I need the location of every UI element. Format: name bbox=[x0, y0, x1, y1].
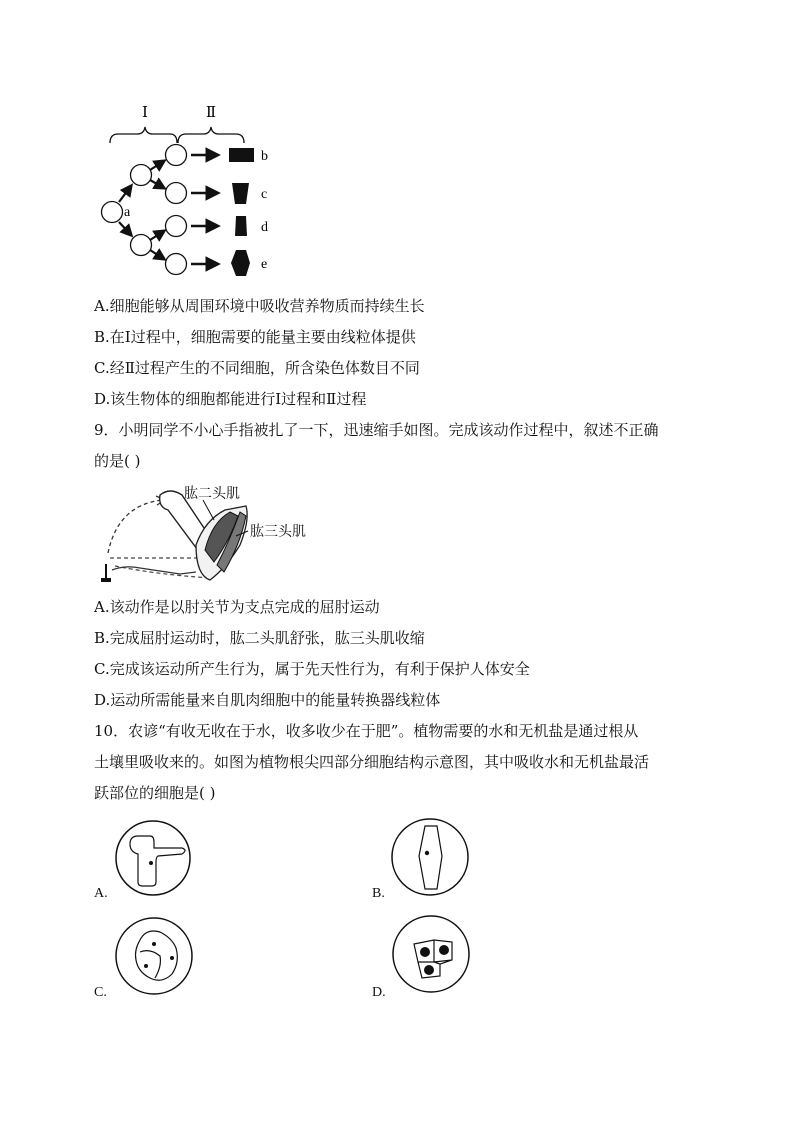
q8-option-b: B.在Ⅰ过程中，细胞需要的能量主要由线粒体提供 bbox=[94, 328, 416, 346]
triceps-label: 肱三头肌 bbox=[250, 524, 306, 540]
choice-label-a: A. bbox=[94, 886, 108, 901]
q8-option-c: C.经Ⅱ过程产生的不同细胞，所含染色体数目不同 bbox=[94, 359, 420, 377]
nucleus-d-2 bbox=[439, 945, 449, 955]
cell-e-label: e bbox=[261, 257, 268, 272]
cell-c-label: c bbox=[261, 187, 268, 202]
q10-stem-line-3: 跃部位的细胞是( ) bbox=[94, 784, 216, 802]
q9-option-a: A.该动作是以肘关节为支点完成的屈肘运动 bbox=[94, 598, 380, 616]
q9-option-d: D.运动所需能量来自肌肉细胞中的能量转换器线粒体 bbox=[94, 691, 441, 709]
nucleus-c-2 bbox=[170, 956, 174, 960]
nucleus-b bbox=[425, 851, 429, 855]
nucleus-d-3 bbox=[424, 965, 434, 975]
q10-stem-line-1: 10．农谚“有收无收在于水，收多收少在于肥”。植物需要的水和无机盐是通过根从 bbox=[94, 722, 639, 740]
q8-option-d: D.该生物体的细胞都能进行Ⅰ过程和Ⅱ过程 bbox=[94, 390, 367, 408]
stage-2-label: Ⅱ bbox=[205, 105, 217, 121]
q9-option-b: B.完成屈肘运动时，肱二头肌舒张，肱三头肌收缩 bbox=[94, 629, 425, 647]
nucleus-a bbox=[149, 861, 153, 865]
nucleus-d-1 bbox=[420, 947, 430, 957]
choice-label-c: C. bbox=[94, 985, 107, 1000]
choice-label-b: B. bbox=[372, 886, 385, 901]
nucleus-c-3 bbox=[144, 964, 148, 968]
q9-stem-line-1: 9．小明同学不小心手指被扎了一下，迅速缩手如图。完成该动作过程中，叙述不正确 bbox=[94, 421, 659, 439]
cell-a-label: a bbox=[124, 205, 131, 220]
cell-d-label: d bbox=[261, 220, 268, 235]
nucleus-c-1 bbox=[152, 942, 156, 946]
biceps-label: 肱二头肌 bbox=[184, 486, 240, 502]
q9-option-c: C.完成该运动所产生行为，属于先天性行为，有利于保护人体安全 bbox=[94, 660, 530, 678]
choice-label-d: D. bbox=[372, 985, 386, 1000]
q10-stem-line-2: 土壤里吸收来的。如图为植物根尖四部分细胞结构示意图，其中吸收水和无机盐最活 bbox=[94, 753, 650, 771]
stage-1-label: Ⅰ bbox=[142, 105, 148, 121]
q8-option-a: A.细胞能够从周围环境中吸收营养物质而持续生长 bbox=[94, 297, 425, 315]
q9-stem-line-2: 的是( ) bbox=[94, 452, 141, 470]
cell-b-label: b bbox=[261, 149, 268, 164]
